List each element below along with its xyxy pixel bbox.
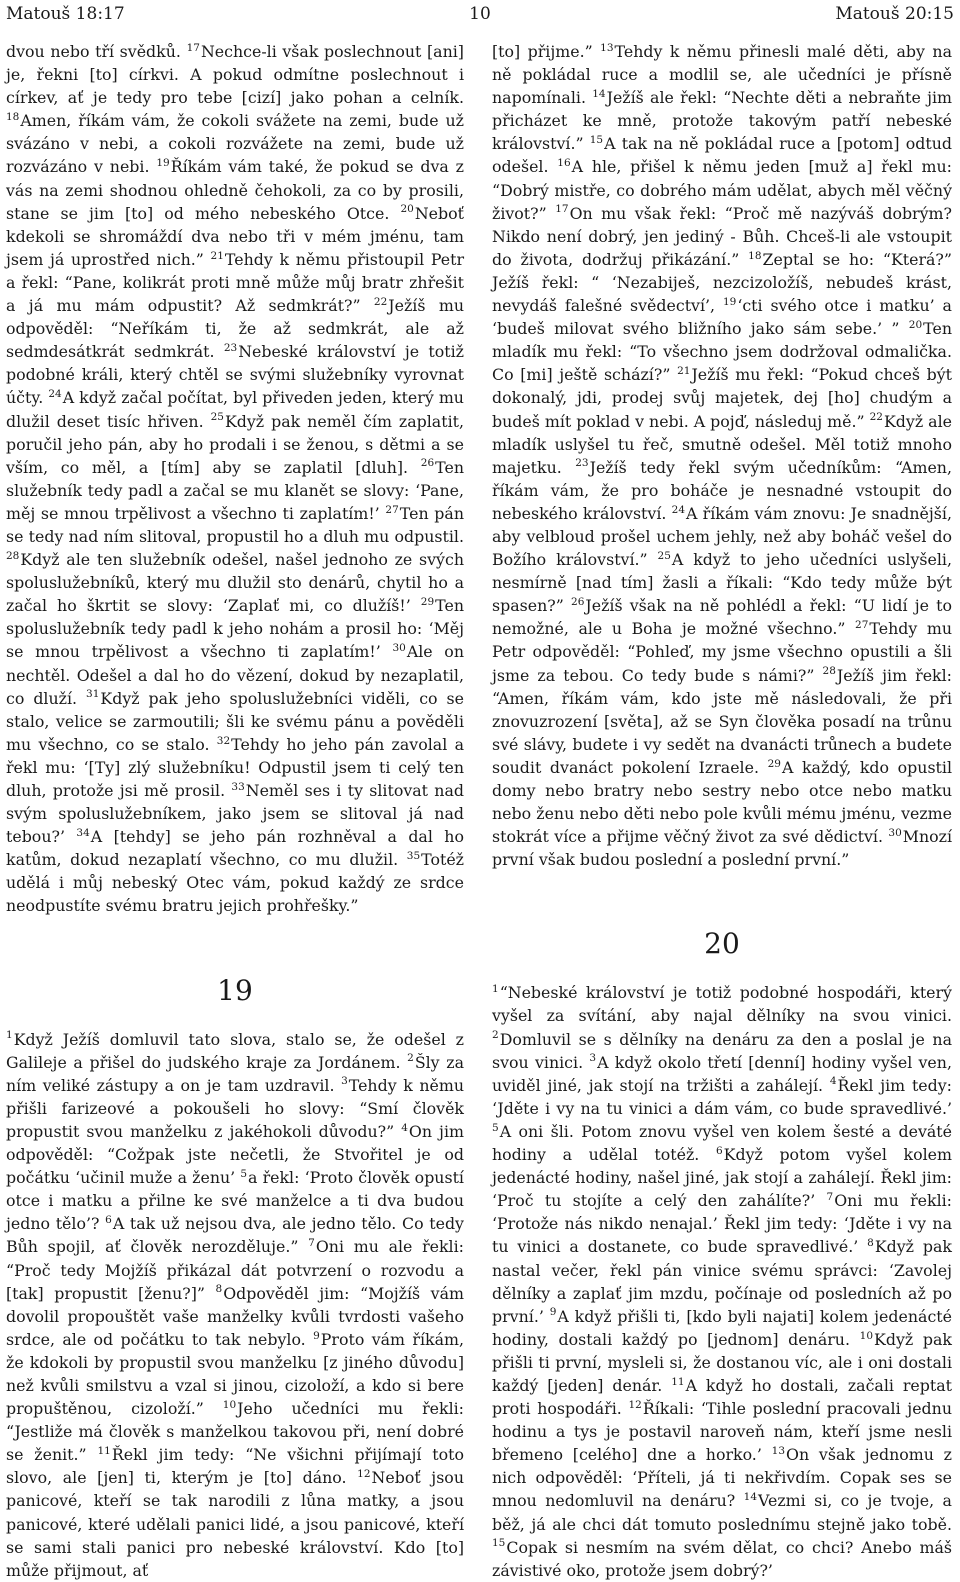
left-chapter-text xyxy=(6,1028,464,1582)
verse-text: Když pak neměl čím zaplatit, poručil jeho pán, aby ho prodali i se ženou, s dětmi a se vším, co měl, a [tím] aby se zaplatil [dluh]. xyxy=(6,411,464,477)
verse-text: A když ho dostali, začali reptat proti hospodáři. xyxy=(492,1375,952,1419)
verse-number: 21 xyxy=(677,365,691,378)
verse-number: 18 xyxy=(748,249,762,262)
verse-text: A když přišli ti, [kdo byli najati] kolem jedenácté hodiny, dostali každý po [jednom] denáru. xyxy=(492,1306,952,1349)
verse-text: a řekl: ‘Proto člověk opustí otce i matku a přilne ke své manželce a ti dva budou jedno tělo’? xyxy=(6,1168,464,1234)
verse-text: Neboť jsou panicové, kteří se tak narodili z lůna matky, a jsou panicové, které udělali panici lidé, a jsou panicové, kteří se sami stali panici pro nebeské království. Kdo [to] může přijmout, ať xyxy=(6,1468,464,1580)
verse-text: Ježíš mu řekl: “Pokud chceš být dokonalý, jdi, prodej svůj majetek, dej [ho] chudým a budeš mít poklad v nebi. A pojď, následuj mě.” xyxy=(492,365,952,431)
verse-number: 24 xyxy=(48,388,62,401)
verse-text: A oni šli. Potom znovu vyšel ven kolem šesté a deváté hodiny a udělal totéž. xyxy=(492,1121,952,1165)
verse-text: Oni mu řekli: ‘Protože nás nikdo nenajal.’ Řekl jim tedy: ‘Jděte i vy na tu vinici a dostanete, co bude spravedlivé.’ xyxy=(492,1191,952,1257)
verse-text: Nechce-li však poslechnout [ani] je, řekni [to] církvi. A pokud odmítne poslechnout i církev, ať je tedy pro tebe [cizí] jako pohan a celník. xyxy=(6,42,464,108)
verse-text: A hle, přišel k němu jeden [muž a] řekl mu: “Dobrý mistře, co dobrého mám udělat, abych měl věčný život?” xyxy=(492,157,952,223)
right-column xyxy=(492,40,952,1582)
verse-number: 14 xyxy=(592,87,606,100)
verse-text: On však jednomu z nich odpověděl: ‘Příteli, já ti nekřivdím. Copak ses se mnou nedomluvil na denáru? xyxy=(492,1445,952,1511)
verse-text: Tehdy k němu přišli farizeové a pokoušeli ho slovy: “Smí člověk propustit svou manželku z jakéhokoli důvodu?” xyxy=(6,1075,464,1141)
verse-number: 5 xyxy=(240,1167,248,1180)
verse-text: Ježíš však na ně pohlédl a řekl: “U lidí je to nemožné, ale u Boha je možné všechno.” xyxy=(492,596,952,639)
verse-text: Když Ježíš domluvil tato slova, stalo se, že odešel z Galileje a přišel do judského kraje za Jordánem. xyxy=(6,1029,464,1072)
running-head-left: Matouš 18:17 xyxy=(6,4,125,24)
verse-number: 27 xyxy=(855,619,869,632)
verse-number: 3 xyxy=(341,1075,348,1088)
verse-number: 19 xyxy=(156,157,170,170)
verse-text: Domluvil se s dělníky na denáru za den a poslal je na svou vinici. xyxy=(492,1029,952,1072)
chapter-heading-19: 19 xyxy=(217,973,253,1007)
verse-number: 20 xyxy=(400,203,414,216)
verse-number: 8 xyxy=(867,1237,874,1250)
verse-number: 23 xyxy=(575,457,589,470)
verse-number: 13 xyxy=(771,1444,786,1457)
verse-text: Ježíš tedy řekl svým učedníkům: “Amen, říkám vám, že pro boháče je nesnadné vstoupit do nebeského království. xyxy=(492,457,952,523)
verse-text: Když ale mladík uslyšel tu řeč, smutně odešel. Měl totiž mnoho majetku. xyxy=(492,411,953,477)
verse-number: 2 xyxy=(407,1052,414,1065)
verse-text: On mu však řekl: “Proč mě nazýváš dobrým? Nikdo není dobrý, jen jediný - Bůh. Chceš-li ale vstoupit do života, dodržuj přikázání.” xyxy=(492,203,952,269)
verse-text: Mnozí první však budou poslední a poslední první.” xyxy=(492,827,953,870)
right-chapter-text xyxy=(492,981,952,1581)
verse-number: 26 xyxy=(420,457,435,470)
verse-text: Tehdy ho jeho pán zavolal a řekl mu: ‘[Ty] zlý služebníku! Odpustil jsem ti celý ten dluh, protože jsi mě prosil. xyxy=(6,734,464,800)
verse-number: 29 xyxy=(767,757,781,770)
verse-text: Ten pán se tedy nad ním slitoval, propustil ho a dluh mu odpustil. xyxy=(6,503,465,546)
verse-number: 5 xyxy=(492,1121,499,1134)
verse-number: 1 xyxy=(492,983,499,996)
verse-text: Amen, říkám vám, že cokoli svážete na zemi, bude už svázáno v nebi, a cokoli rozvážete na zemi, bude už rozvázáno v nebi. xyxy=(6,111,464,177)
verse-number: 15 xyxy=(492,1537,506,1550)
verse-text: A když to jeho učedníci uslyšeli, nesmírně [nad tím] žasli a říkali: “Kdo tedy může být spasen?” xyxy=(492,550,952,616)
verse-number: 29 xyxy=(420,595,435,608)
verse-text: Ten mladík mu řekl: “To všechno jsem dodržoval odmalička. Co [mi] ještě schází?” xyxy=(492,319,952,385)
verse-text: A [tehdy] se jeho pán rozhněval a dal ho katům, dokud nezaplatí všechno, co mu dlužil. xyxy=(6,827,464,870)
verse-number: 33 xyxy=(231,780,245,793)
verse-number: 22 xyxy=(869,411,883,424)
verse-number: 27 xyxy=(385,503,399,516)
verse-text: Říkali: ‘Tihle poslední pracovali jednu hodinu a tys je postavil naroveň nám, kteří jsme nesli břemeno [celého] dne a horko.’ xyxy=(492,1399,953,1465)
verse-number: 13 xyxy=(600,41,614,54)
verse-number: 24 xyxy=(671,503,686,516)
verse-number: 22 xyxy=(373,295,388,308)
verse-text: Neboť kdekoli se shromáždí dva nebo tři v mém jménu, tam jsem já uprostřed nich.” xyxy=(6,203,464,269)
verse-number: 12 xyxy=(357,1468,371,1481)
verse-text: A když okolo třetí [denní] hodiny vyšel ven, uviděl jiné, jak stojí na tržišti a zahálejí. xyxy=(492,1052,952,1095)
verse-text: Proto vám říkám, že kdokoli by propustil svou manželku [z jiného důvodu] než kvůli smilstvu a vzal si jinou, cizoloží, a kdo si bere propuštěnou, cizoloží.” xyxy=(6,1329,464,1419)
verse-number: 28 xyxy=(6,549,20,562)
verse-text: dvou nebo tří svědků. xyxy=(6,42,181,61)
verse-number: 25 xyxy=(657,549,671,562)
verse-text: Odpověděl jim: “Mojžíš vám dovolil propouštět vaše manželky kvůli tvrdosti vašeho srdce, ale od počátku to tak nebylo. xyxy=(6,1283,464,1349)
verse-number: 17 xyxy=(186,41,200,54)
verse-text: Tehdy mu Petr odpověděl: “Pohleď, my jsme všechno opustili a šli jsme za tebou. Co tedy bude s námi?” xyxy=(492,619,953,685)
verse-number: 7 xyxy=(826,1190,834,1203)
verse-text: Šly za ním veliké zástupy a on je tam uzdravil. xyxy=(6,1052,464,1095)
verse-text: Řekl jim tedy: “Ne všichni přijímají toto slovo, ale [jen] ti, kterým je [to] dáno. xyxy=(6,1445,464,1488)
verse-text: Když pak jeho spoluslužebníci viděli, co se stalo, velice se zarmoutili; šli ke svému pánu a pověděli mu všechno, co se stalo. xyxy=(6,688,464,754)
verse-number: 14 xyxy=(743,1491,758,1504)
verse-text: Totéž udělá i můj nebeský Otec vám, pokud každý ze srdce neodpustíte svému bratru jejich prohřešky.” xyxy=(6,850,464,916)
verse-text: Ježíš ale řekl: “Nechte děti a nebraňte jim přicházet ke mně, protože takovým patří nebeské království.” xyxy=(492,88,952,154)
verse-text: Tehdy k němu přinesli malé děti, aby na ně pokládal ruce a modlil se, ale učedníci je přísně napomínali. xyxy=(492,42,952,108)
verse-text: A když začal počítat, byl přiveden jeden, který mu dlužil deset tisíc hřiven. xyxy=(6,388,464,431)
verse-number: 18 xyxy=(6,111,20,124)
verse-number: 9 xyxy=(313,1329,320,1342)
verse-text: Ten spoluslužebník tedy padl k jeho nohám a prosil ho: ‘Měj se mnou trpělivost a všechno ti zaplatím!’ xyxy=(6,596,464,662)
page-header xyxy=(0,0,960,28)
verse-text: On jim odpověděl: “Cožpak jste nečetli, že Stvořitel je od počátku ‘učinil muže a ženu’ xyxy=(6,1121,464,1188)
verse-text: [to] přijme.” xyxy=(492,42,593,61)
verse-number: 15 xyxy=(589,134,604,147)
verse-number: 2 xyxy=(492,1029,499,1042)
verse-number: 10 xyxy=(859,1329,874,1342)
verse-text: Když pak nastal večer, řekl pán vinice svému správci: ‘Zavolej dělníky a zaplať jim mzdu, počínaje od posledních až po první.’ xyxy=(492,1237,952,1326)
verse-text: Když potom vyšel kolem jedenácté hodiny, našel jiné, jak stojí a zahálejí. Řekl jim: ‘Proč tu stojíte a celý den zahálíte?’ xyxy=(492,1145,952,1211)
verse-number: 35 xyxy=(406,850,421,863)
verse-number: 11 xyxy=(671,1375,685,1388)
verse-number: 7 xyxy=(308,1237,315,1250)
verse-text: “Nebeské království je totiž podobné hospodáři, který vyšel za svítání, aby najal dělníky na svou vinici. xyxy=(492,983,952,1026)
verse-number: 32 xyxy=(216,734,231,747)
verse-number: 4 xyxy=(829,1075,837,1088)
verse-number: 11 xyxy=(97,1444,111,1457)
verse-text: Oni mu ale řekli: “Proč tedy Mojžíš přikázal dát potvrzení o rozvodu a [tak] propustit [ženu?]” xyxy=(6,1237,464,1303)
verse-text: A tak na ně pokládal ruce a [potom] odtud odešel. xyxy=(492,134,952,177)
verse-number: 23 xyxy=(223,341,238,354)
verse-number: 20 xyxy=(908,318,923,331)
verse-number: 8 xyxy=(215,1283,223,1296)
running-head-right: Matouš 20:15 xyxy=(835,4,954,24)
verse-text: Neměl ses i ty slitovat nad svým spoluslužebníkem, jako jsem se slitoval já nad tebou?’ xyxy=(6,781,465,847)
verse-text: Vezmi si, co je tvoje, a běž, já ale chci dát tomuto poslednímu stejně jako tobě. xyxy=(492,1491,952,1534)
verse-text: Ježíš jim řekl: “Amen, říkám vám, kdo jste mě následovali, že při znovuzrození [světa], až se Syn člověka posadí na trůnu své slávy, budete i vy sedět na dvanácti trůnech a budete soudit dvanáct pokolení Izraele. xyxy=(492,665,952,777)
verse-number: 9 xyxy=(549,1306,557,1319)
verse-number: 1 xyxy=(6,1029,13,1042)
verse-text: A říkám vám znovu: Je snadnější, aby velbloud prošel uchem jehly, než aby boháč vešel do Božího království.” xyxy=(492,503,952,570)
verse-number: 19 xyxy=(722,295,737,308)
left-intro-text xyxy=(6,40,464,918)
verse-text: Nebeské království je totiž podobné králi, který chtěl se svými služebníky vyrovnat účty. xyxy=(6,342,464,408)
verse-number: 30 xyxy=(392,642,406,655)
verse-text: Když pak přišli ti první, mysleli si, že dostanou víc, ale i oni dostali každý [jeden] denár. xyxy=(492,1329,952,1395)
verse-number: 10 xyxy=(222,1398,237,1411)
verse-number: 25 xyxy=(210,411,224,424)
verse-number: 31 xyxy=(86,688,100,701)
verse-text: Řekl jim tedy: ‘Jděte i vy na tu vinici a dám vám, co bude spravedlivé.’ xyxy=(492,1075,952,1118)
verse-number: 21 xyxy=(210,249,224,262)
verse-number: 6 xyxy=(105,1214,112,1227)
right-intro-text xyxy=(492,40,952,871)
verse-number: 17 xyxy=(555,203,569,216)
verse-number: 28 xyxy=(822,665,836,678)
verse-number: 4 xyxy=(401,1121,408,1134)
verse-text: Říkám vám také, že pokud se dva z vás na zemi shodnou ohledně čehokoli, za co by prosili, stane se jim [to] od mého nebeského Otce. xyxy=(6,157,464,223)
verse-text: Ale on nechtěl. Odešel a dal ho do vězení, dokud by nezaplatil, co dluží. xyxy=(6,642,464,708)
chapter-heading-20: 20 xyxy=(704,927,740,961)
verse-number: 6 xyxy=(715,1144,723,1157)
verse-text: Zeptal se ho: “Která?” Ježíš řekl: “ ‘Nezabiješ, nezcizoložíš, nebudeš krást, nevydáš falešné svědectví’, xyxy=(492,249,952,316)
verse-text: ‘cti svého otce i matku’ a ‘budeš milovat svého bližního jako sám sebe.’ ” xyxy=(492,296,952,339)
verse-text: Když ale ten služebník odešel, našel jednoho ze svých spoluslužebníků, který mu dlužil sto denárů, chytil ho a začal ho škrtit se slovy: ‘Zaplať mi, co dlužíš!’ xyxy=(6,550,464,616)
verse-number: 30 xyxy=(888,826,902,839)
verse-number: 12 xyxy=(628,1398,642,1411)
verse-text: Tehdy k němu přistoupil Petr a řekl: “Pane, kolikrát proti mně může můj bratr zhřešit a já mu mám odpustit? Až sedmkrát?” xyxy=(6,249,464,316)
verse-text: A každý, kdo opustil domy nebo bratry nebo sestry nebo otce nebo matku nebo ženu nebo děti nebo pole kvůli mému jménu, vezme stokrát více a přijme věčný život za své dědictví. xyxy=(492,757,952,847)
verse-text: Copak si nesmím na svém dělat, co chci? Anebo máš závistivé oko, protože jsem dobrý?’ xyxy=(492,1537,952,1580)
verse-text: Ten služebník tedy padl a začal se mu klanět se slovy: ‘Pane, měj se mnou trpělivost a všechno ti zaplatím!’ xyxy=(6,457,464,523)
page-number: 10 xyxy=(469,4,491,24)
verse-number: 34 xyxy=(76,826,90,839)
verse-text: A tak už nejsou dva, ale jedno tělo. Co tedy Bůh spojil, ať člověk nerozděluje.” xyxy=(6,1214,464,1257)
verse-text: Ježíš mu odpověděl: “Neříkám ti, že až sedmkrát, ale až sedmdesátkrát sedmkrát. xyxy=(6,296,464,362)
verse-number: 3 xyxy=(589,1052,597,1065)
left-column xyxy=(6,40,464,1582)
verse-text: Jeho učedníci mu řekli: “Jestliže má člověk s manželkou takovou při, není dobré se ženit.” xyxy=(6,1399,464,1465)
verse-number: 26 xyxy=(571,595,585,608)
verse-number: 16 xyxy=(557,157,571,170)
